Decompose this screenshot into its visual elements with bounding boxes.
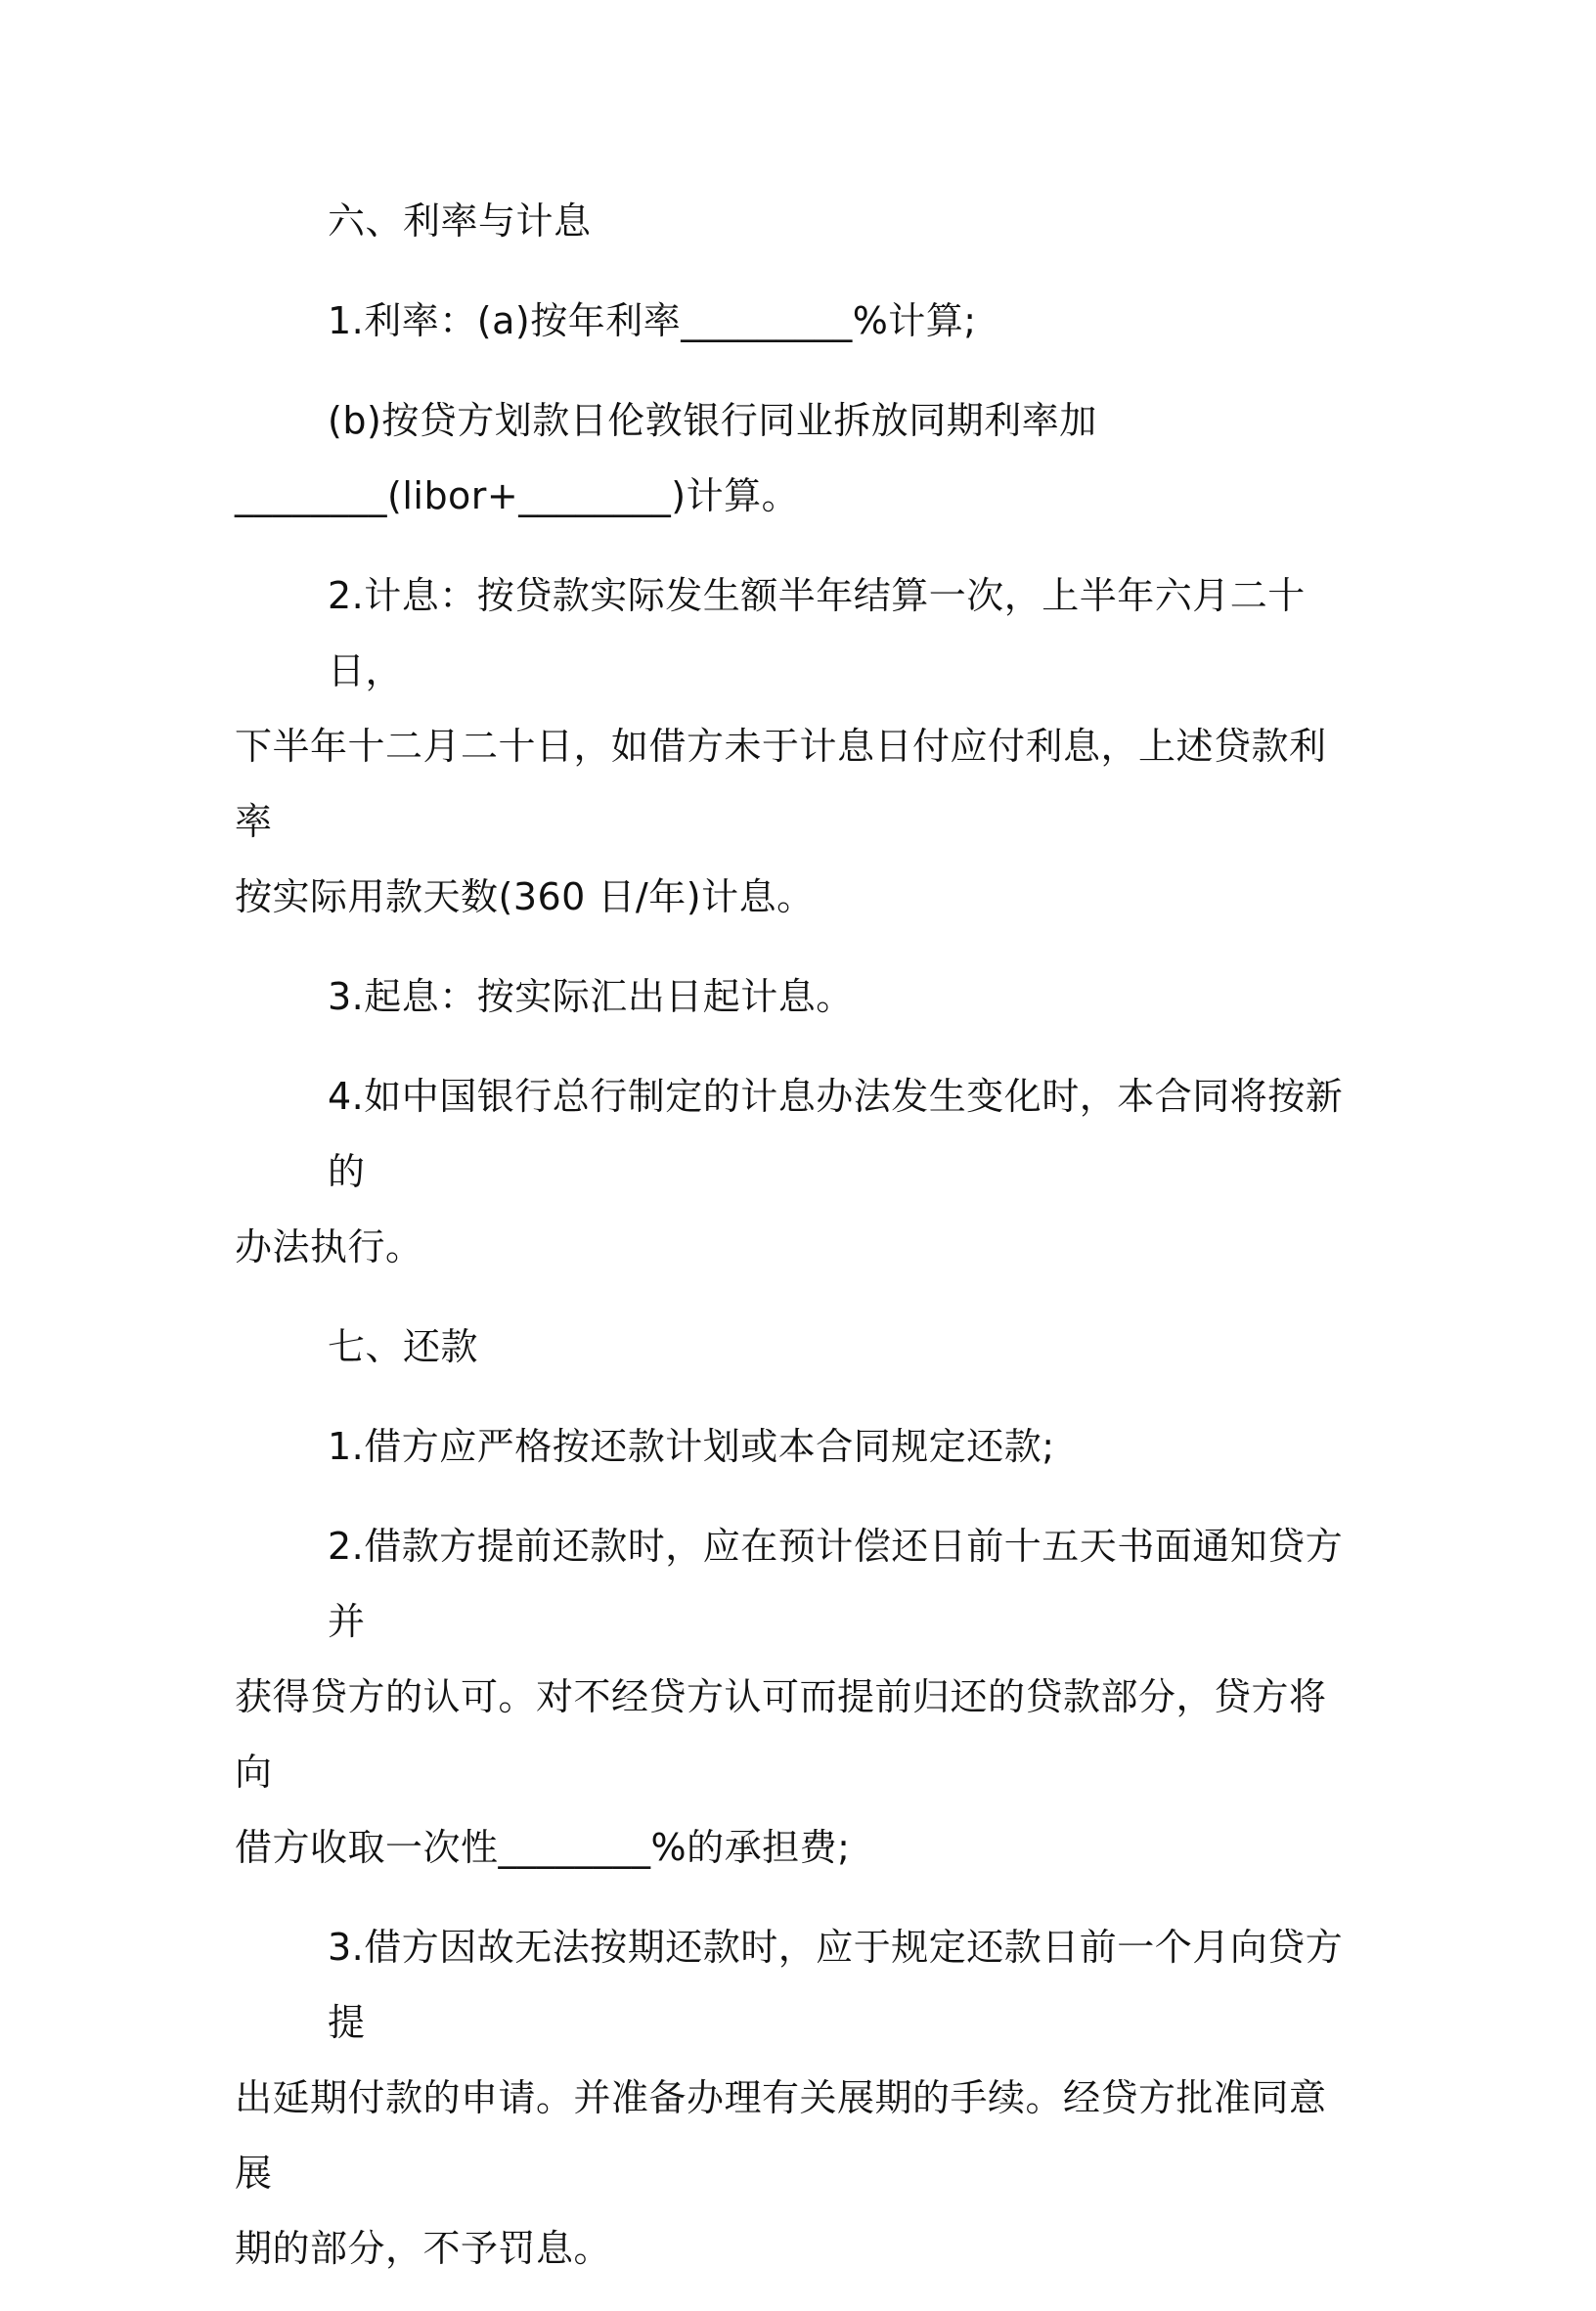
- section-heading-interest: 六、利率与计息: [328, 200, 592, 243]
- text-line: 获得贷方的认可。对不经贷方认可而提前归还的贷款部分，贷方将向: [235, 1675, 1327, 1794]
- paragraph-repayment-plan: [235, 1409, 1352, 1485]
- paragraph-interest-rate-b: [235, 383, 1352, 534]
- text-line: (b)按贷方划款日伦敦银行同业拆放同期利率加: [328, 399, 1097, 442]
- paragraph-interest-start: [235, 959, 1352, 1035]
- text-line: 按实际用款天数(360 日/年)计息。: [235, 875, 815, 918]
- text-line: 借方收取一次性________%的承担费;: [235, 1826, 851, 1869]
- document-body: [235, 184, 1352, 2311]
- text-line: 下半年十二月二十日，如借方未于计息日付应付利息，上述贷款利率: [235, 725, 1327, 843]
- paragraph-early-repayment: [235, 1509, 1352, 1886]
- text-line: 1.借方应严格按还款计划或本合同规定还款;: [328, 1425, 1055, 1468]
- text-line: 期的部分，不予罚息。: [235, 2227, 612, 2270]
- text-line: 2.计息：按贷款实际发生额半年结算一次，上半年六月二十日，: [328, 574, 1306, 692]
- text-line: 办法执行。: [235, 1225, 423, 1268]
- paragraph-interest-method-change: [235, 1059, 1352, 1285]
- text-line: 出延期付款的申请。并准备办理有关展期的手续。经贷方批准同意展: [235, 2076, 1327, 2195]
- paragraph-interest-calculation: [235, 558, 1352, 935]
- text-line: 2.借款方提前还款时，应在预计偿还日前十五天书面通知贷方并: [328, 1525, 1344, 1643]
- paragraph-extension-request: [235, 1910, 1352, 2287]
- text-line: 1.利率：(a)按年利率_________%计算;: [328, 299, 977, 342]
- text-line: ________(libor+________)计算。: [235, 474, 800, 517]
- text-line: 3.借方因故无法按期还款时，应于规定还款日前一个月向贷方提: [328, 1926, 1344, 2044]
- text-line: 3.起息：按实际汇出日起计息。: [328, 975, 854, 1018]
- section-heading-repayment: 七、还款: [328, 1325, 479, 1368]
- paragraph-interest-rate-a: [235, 284, 1352, 359]
- text-line: 4.如中国银行总行制定的计息办法发生变化时，本合同将按新的: [328, 1075, 1344, 1193]
